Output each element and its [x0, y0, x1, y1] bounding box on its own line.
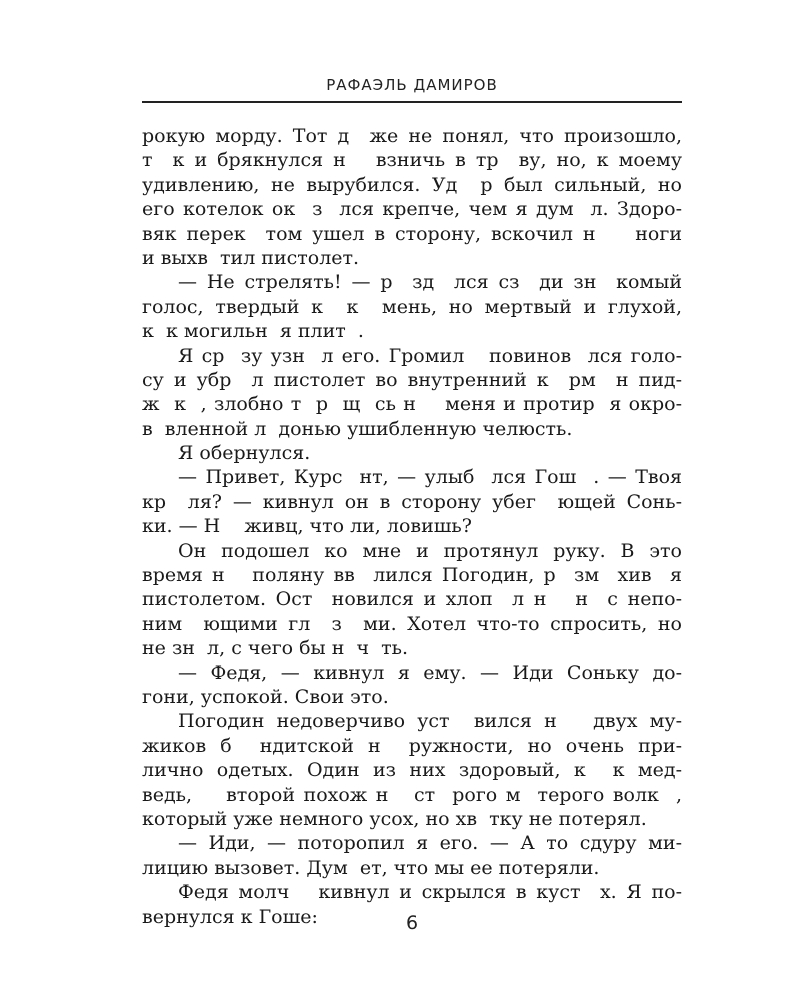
text-line: ведь, второй похож н ст рого м терого волк , [142, 783, 682, 806]
text-line: рокую морду. Тот д же не понял, что произошло, [142, 125, 682, 147]
text-line: Я ср зу узн л его. Громил повинов лся голо- [178, 344, 682, 367]
header-rule [142, 101, 682, 103]
body-text [142, 124, 682, 929]
text-line: ним ющими гл з ми. Хотел что-то спросить, но [142, 612, 682, 635]
text-line: гони, успокой. Свои это. [142, 685, 389, 708]
text-line: в вленной л донью ушибленную челюсть. [142, 417, 573, 440]
text-line: су и убр л пистолет во внутренний к рм н пид- [142, 368, 682, 391]
text-line: т к и брякнулся н взничь в тр ву, но, к моему [142, 149, 682, 172]
text-line: вернулся к Гоше: [142, 905, 318, 928]
text-line: — Федя, — кивнул я ему. — Иди Соньку до- [178, 661, 682, 684]
text-line: пистолетом. Ост новился и хлоп л н н с непо- [142, 588, 682, 611]
text-line: лицию вызовет. Дум ет, что мы ее потеряли. [142, 856, 600, 879]
running-head-title: РАФАЭЛЬ ДАМИРОВ [326, 76, 498, 94]
text-line: время н поляну вв лился Погодин, р зм хив я [142, 564, 682, 587]
text-line: Он подошел ко мне и протянул руку. В это [178, 539, 682, 562]
text-line: его котелок ок з лся крепче, чем я дум л. Здоро- [142, 198, 682, 221]
text-line: — Привет, Курс нт, — улыб лся Гош . — Твоя [178, 466, 682, 489]
page-number: 6 [405, 912, 419, 934]
text-line: Я обернулся. [178, 442, 311, 465]
text-line: не зн л, с чего бы н ч ть. [142, 637, 408, 660]
text-line: жиков б ндитской н ружности, но очень при- [142, 734, 682, 757]
text-line: ки. — Н живц, что ли, ловишь? [142, 515, 472, 538]
text-line: голос, твердый к к мень, но мертвый и глухой, [142, 295, 682, 318]
text-line: и выхв тил пистолет. [142, 246, 360, 269]
text-line: Федя молч кивнул и скрылся в куст х. Я по- [178, 881, 682, 904]
text-line: к к могильн я плит . [142, 320, 364, 343]
text-line: — Иди, — поторопил я его. — А то сдуру ми- [178, 832, 682, 855]
text-line: который уже немного усох, но хв тку не потерял. [142, 807, 647, 830]
text-line: вяк перек том ушел в сторону, вскочил н ноги [142, 222, 682, 245]
text-line: ж к , злобно т р щ сь н меня и протир я окро- [142, 393, 682, 416]
text-line: кр ля? — кивнул он в сторону убег ющей Сонь- [142, 490, 682, 513]
text-line: — Не стрелять! — р зд лся сз ди зн комый [178, 271, 682, 294]
text-line: удивлению, не вырубился. Уд р был сильный, но [142, 173, 682, 196]
text-line: лично одетых. Один из них здоровый, к к мед- [142, 759, 682, 782]
text-line: Погодин недоверчиво уст вился н двух му- [178, 710, 682, 733]
